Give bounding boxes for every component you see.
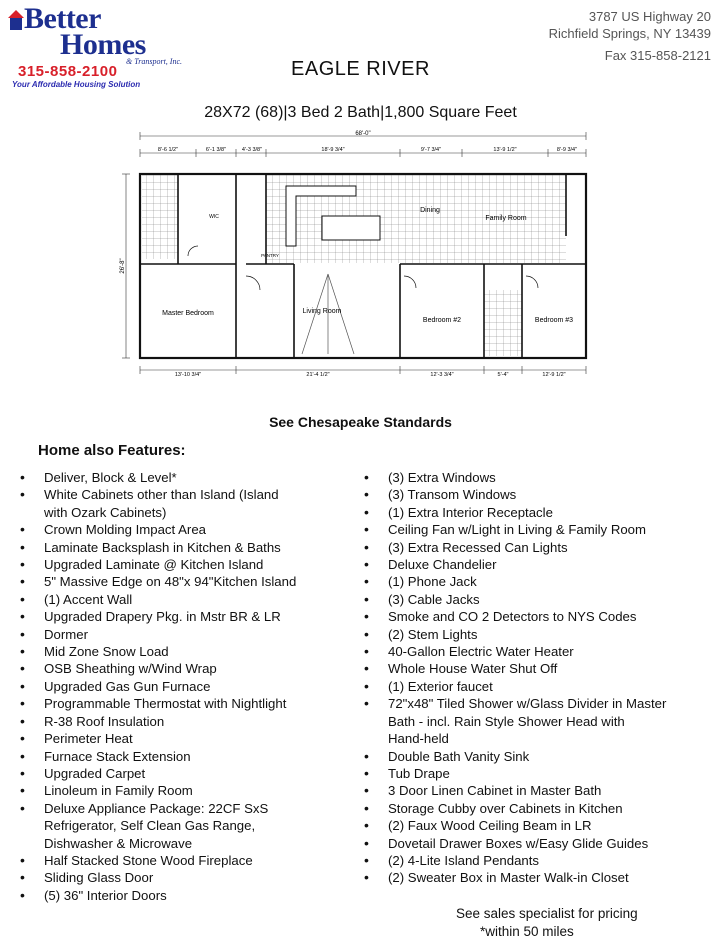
- feature-item: [388, 539, 718, 556]
- feature-text: • Upgraded Gas Gun Furnace: [44, 678, 211, 694]
- feature-text: • Linoleum in Family Room: [44, 783, 193, 799]
- feature-item: [388, 748, 718, 765]
- feature-text: • (3) Transom Windows: [388, 487, 517, 503]
- dim-bottom-3: 12'-3 3/4": [430, 372, 454, 378]
- feature-item: [388, 626, 718, 643]
- feature-item: [388, 660, 718, 677]
- features-heading: Home also Features:: [38, 442, 186, 459]
- room-wic: WIC: [209, 214, 219, 220]
- address-line-2: Richfield Springs, NY 13439: [548, 26, 711, 41]
- feature-item: [44, 521, 344, 538]
- page-title: EAGLE RIVER: [291, 58, 430, 80]
- feature-item: [44, 730, 344, 747]
- dim-top-4: 18'-9 3/4": [321, 147, 345, 153]
- feature-text: • Deluxe Chandelier: [388, 557, 497, 573]
- feature-text: • (3) Extra Windows: [388, 470, 496, 485]
- feature-item: [44, 626, 344, 643]
- feature-text: • (1) Phone Jack: [388, 574, 477, 590]
- feature-item: [388, 469, 718, 486]
- feature-item: [388, 608, 718, 625]
- feature-text: with Ozark Cabinets): [44, 504, 167, 520]
- feature-item: [44, 486, 344, 521]
- feature-text: • Tub Drape: [388, 765, 450, 781]
- dim-top-6: 13'-9 1/2": [493, 147, 517, 153]
- feature-item: [44, 608, 344, 625]
- feature-item: [388, 695, 718, 747]
- dim-top-1: 8'-6 1/2": [157, 147, 179, 153]
- feature-item: [44, 800, 344, 852]
- overall-width: 68'-0": [355, 131, 371, 137]
- feature-item: [388, 852, 718, 869]
- feature-text: • (2) Faux Wood Ceiling Beam in LR: [388, 818, 592, 834]
- dim-top-5: 9'-7 3/4": [420, 147, 442, 153]
- logo-phone: 315-858-2100: [18, 63, 118, 80]
- address-block: [549, 8, 711, 42]
- room-dining: Dining: [420, 207, 440, 214]
- feature-item: [388, 678, 718, 695]
- feature-text: • 5" Massive Edge on 48"x 94"Kitchen Island: [44, 574, 297, 590]
- feature-text: • Upgraded Drapery Pkg. in Mstr BR & LR: [44, 609, 281, 625]
- dim-bottom-1: 13'-10 3/4": [174, 372, 202, 378]
- overall-depth: 26'-8": [120, 258, 126, 274]
- feature-item: [388, 573, 718, 590]
- feature-text: • 3 Door Linen Cabinet in Master Bath: [388, 783, 602, 799]
- dim-bottom-2: 21'-4 1/2": [306, 372, 330, 378]
- feature-text: Dishwasher & Microwave: [44, 835, 193, 851]
- feature-text: • (1) Accent Wall: [44, 591, 133, 607]
- feature-text: • (1) Exterior faucet: [388, 678, 493, 694]
- feature-item: [388, 591, 718, 608]
- page-subtitle: 28X72 (68)|3 Bed 2 Bath|1,800 Square Feet: [204, 104, 517, 121]
- feature-text: • (2) Stem Lights: [388, 626, 478, 642]
- logo-subtitle: & Transport, Inc.: [126, 57, 183, 66]
- house-icon: [8, 8, 24, 32]
- feature-item: [44, 469, 344, 486]
- feature-item: [388, 643, 718, 660]
- feature-item: [388, 835, 718, 852]
- feature-item: [44, 782, 344, 799]
- feature-text: • Programmable Thermostat with Nightlight: [44, 696, 287, 712]
- feature-text: • (2) 4-Lite Island Pendants: [388, 852, 540, 868]
- feature-text: • Laminate Backsplash in Kitchen & Baths: [44, 539, 281, 555]
- room-master-bedroom: Master Bedroom: [162, 310, 214, 317]
- room-bedroom-2: Bedroom #2: [422, 317, 462, 324]
- feature-item: [388, 869, 718, 886]
- logo-tagline: Your Affordable Housing Solution: [12, 80, 141, 89]
- fax-number: Fax 315-858-2121: [604, 48, 711, 63]
- dim-bottom-5: 12'-9 1/2": [542, 372, 566, 378]
- feature-text: • Dovetail Drawer Boxes w/Easy Glide Guides: [388, 835, 649, 851]
- feature-text: • 40-Gallon Electric Water Heater: [388, 644, 574, 660]
- pricing-note: See sales specialist for pricing: [456, 906, 638, 921]
- feature-text: Refrigerator, Self Clean Gas Range,: [44, 818, 256, 834]
- feature-item: [44, 591, 344, 608]
- feature-item: [388, 521, 718, 538]
- feature-text: • R-38 Roof Insulation: [44, 713, 165, 729]
- feature-text: • Deliver, Block & Level*: [44, 470, 177, 485]
- logo-word-homes: Homes: [60, 28, 146, 61]
- room-bedroom-3: Bedroom #3: [534, 317, 574, 324]
- feature-item: [44, 852, 344, 869]
- feature-item: [44, 643, 344, 660]
- room-living: Living Room: [302, 308, 342, 315]
- feature-text: • Sliding Glass Door: [44, 870, 154, 886]
- feature-text: • Mid Zone Snow Load: [44, 644, 169, 660]
- feature-item: [44, 573, 344, 590]
- feature-text: • Upgraded Carpet: [44, 765, 146, 781]
- feature-item: [388, 556, 718, 573]
- feature-item: [388, 817, 718, 834]
- features-list-right: [388, 469, 718, 887]
- feature-text: • Deluxe Appliance Package: 22CF SxS: [44, 800, 269, 816]
- feature-item: [388, 486, 718, 503]
- address-line-1: 3787 US Highway 20: [588, 9, 711, 24]
- dim-top-2: 6'-1 3/8": [205, 147, 227, 153]
- feature-text: • Double Bath Vanity Sink: [388, 748, 530, 764]
- feature-text: • Half Stacked Stone Wood Fireplace: [44, 852, 253, 868]
- room-family: Family Room: [485, 215, 527, 222]
- feature-text: • Whole House Water Shut Off: [388, 661, 558, 677]
- feature-text: • Dormer: [44, 626, 88, 642]
- features-list-left: [44, 469, 344, 904]
- feature-text: • White Cabinets other than Island (Island: [44, 487, 279, 503]
- logo-word-better: Better: [24, 2, 101, 35]
- room-pantry: PANTRY: [261, 253, 279, 258]
- feature-item: [44, 678, 344, 695]
- feature-item: [44, 765, 344, 782]
- distance-note: *within 50 miles: [480, 924, 574, 939]
- feature-text: • Crown Molding Impact Area: [44, 522, 206, 538]
- feature-item: [44, 869, 344, 886]
- feature-text: Hand-held: [388, 731, 449, 747]
- feature-item: [44, 539, 344, 556]
- feature-item: [388, 765, 718, 782]
- feature-text: • Ceiling Fan w/Light in Living & Family Room: [388, 522, 646, 538]
- feature-item: [44, 748, 344, 765]
- feature-text: • Smoke and CO 2 Detectors to NYS Codes: [388, 609, 637, 625]
- feature-item: [44, 660, 344, 677]
- feature-text: • 72"x48" Tiled Shower w/Glass Divider in Master: [388, 696, 667, 712]
- dim-top-3: 4'-3 3/8": [241, 147, 263, 153]
- feature-item: [44, 713, 344, 730]
- feature-text: • Furnace Stack Extension: [44, 748, 191, 764]
- feature-text: • OSB Sheathing w/Wind Wrap: [44, 661, 217, 677]
- feature-item: [388, 800, 718, 817]
- feature-item: [388, 782, 718, 799]
- feature-text: • (3) Cable Jacks: [388, 591, 480, 607]
- feature-text: • (5) 36" Interior Doors: [44, 887, 167, 903]
- floor-plan: [118, 126, 612, 382]
- feature-text: • (2) Sweater Box in Master Walk-in Closet: [388, 870, 629, 886]
- feature-item: [44, 695, 344, 712]
- feature-text: • (3) Extra Recessed Can Lights: [388, 539, 568, 555]
- feature-item: [44, 556, 344, 573]
- dim-bottom-4: 5'-4": [497, 372, 509, 378]
- feature-text: • Perimeter Heat: [44, 731, 133, 747]
- feature-item: [388, 504, 718, 521]
- feature-text: Bath - incl. Rain Style Shower Head with: [388, 713, 625, 729]
- feature-text: • (1) Extra Interior Receptacle: [388, 504, 553, 520]
- feature-text: • Storage Cubby over Cabinets in Kitchen: [388, 800, 623, 816]
- standards-note: See Chesapeake Standards: [269, 414, 452, 430]
- feature-item: [44, 887, 344, 904]
- feature-text: • Upgraded Laminate @ Kitchen Island: [44, 557, 264, 573]
- dim-top-7: 8'-9 3/4": [556, 147, 578, 153]
